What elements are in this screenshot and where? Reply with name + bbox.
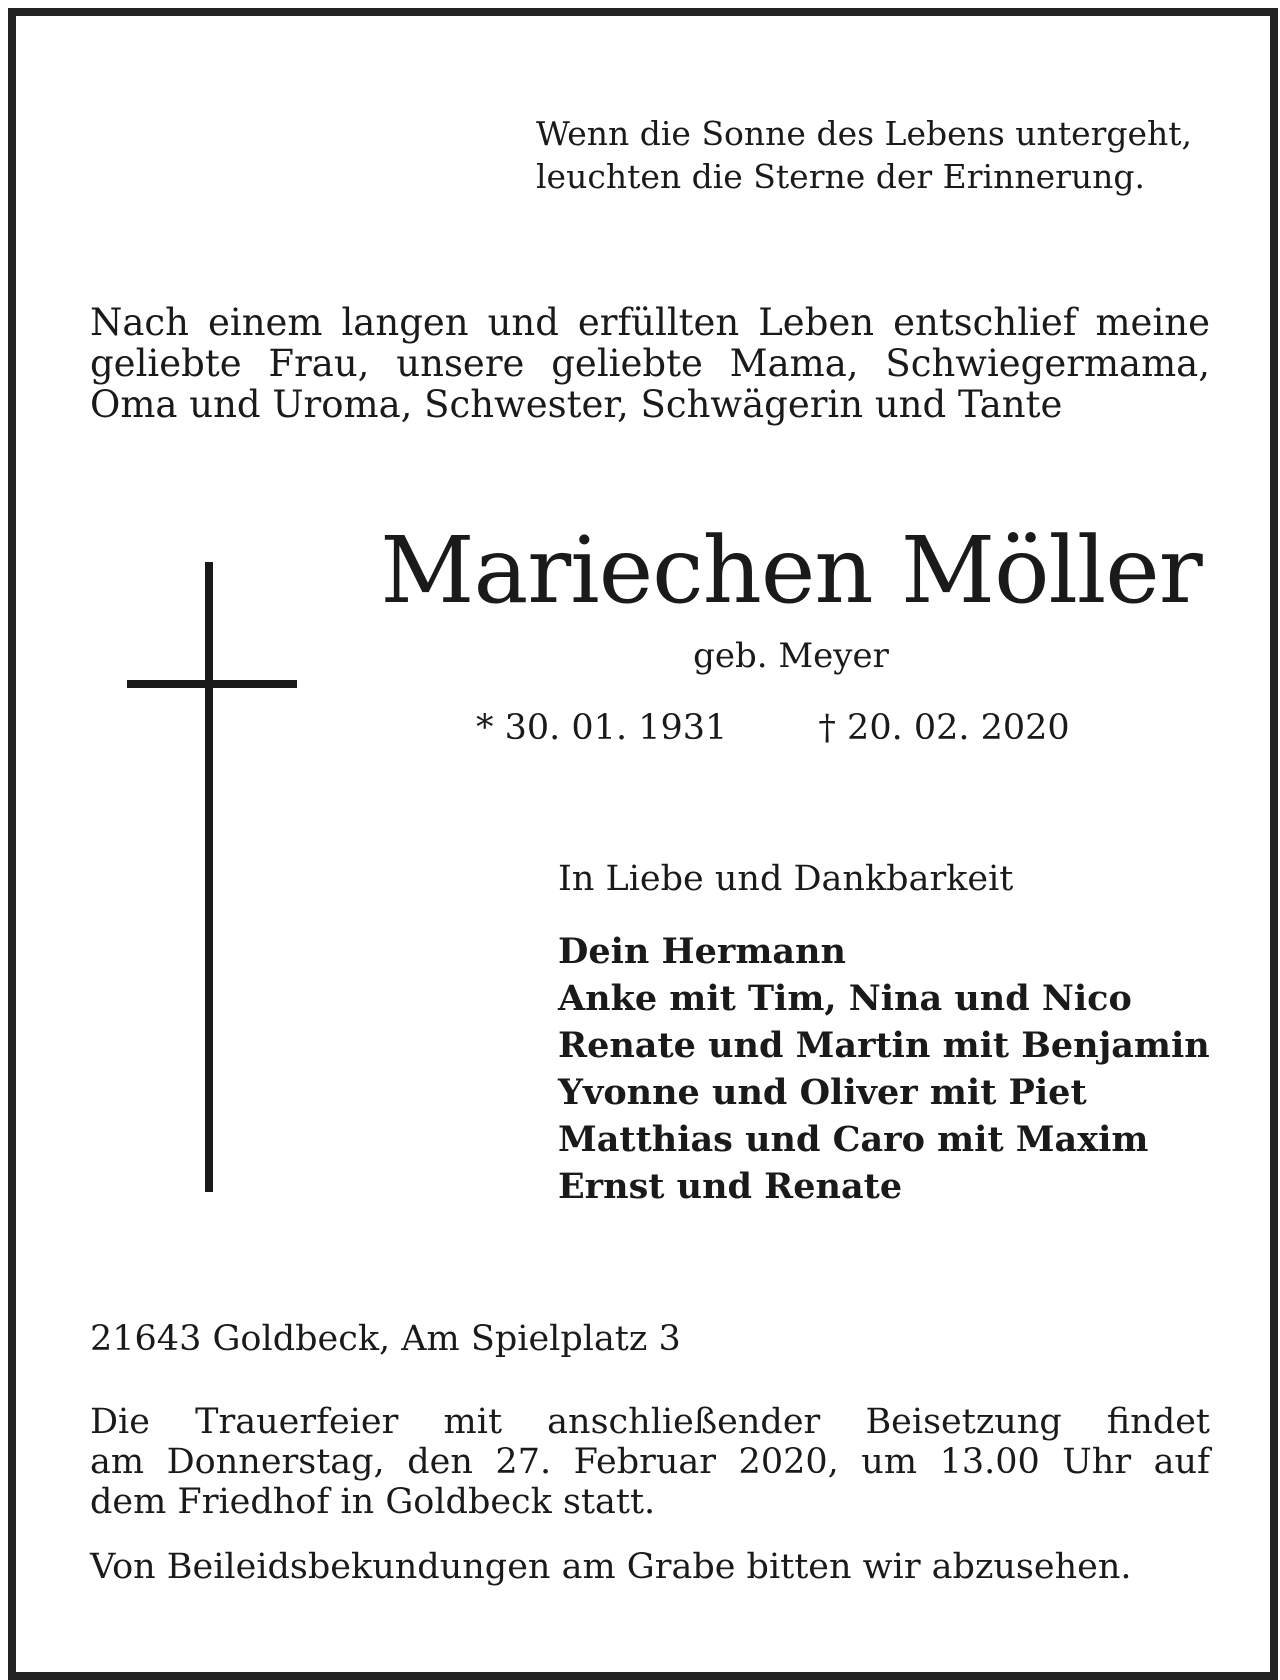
birth-date: * 30. 01. 1931 (476, 708, 728, 748)
motto-line-1: Wenn die Sonne des Lebens untergeht, (536, 114, 1193, 153)
motto-line-2: leuchten die Sterne der Erinnerung. (536, 157, 1146, 196)
list-item: Renate und Martin mit Benjamin (558, 1025, 1210, 1066)
announcement-line-1: Nach einem langen und erfüllten Leben entschlief meine (90, 301, 1210, 344)
maiden-name: geb. Meyer (693, 636, 889, 676)
cross-icon (127, 562, 297, 1192)
deceased-name: Mariechen Möller (380, 517, 1202, 624)
memorial-motto (536, 112, 1192, 198)
list-item: Matthias und Caro mit Maxim (558, 1119, 1149, 1160)
list-item: Anke mit Tim, Nina und Nico (558, 978, 1132, 1019)
funeral-line-1: Die Trauerfeier mit anschließender Beisetzung findet (90, 1402, 1210, 1442)
cross-vertical-beam (205, 562, 213, 1192)
death-date: † 20. 02. 2020 (818, 708, 1070, 748)
family-address: 21643 Goldbeck, Am Spielplatz 3 (90, 1319, 681, 1359)
condolence-note: Von Beileidsbekundungen am Grabe bitten wir abzusehen. (90, 1547, 1132, 1587)
list-item: Dein Hermann (558, 931, 846, 972)
funeral-line-2: am Donnerstag, den 27. Februar 2020, um 13.00 Uhr auf (90, 1442, 1210, 1482)
announcement-text (90, 302, 1210, 425)
announcement-line-2: geliebte Frau, unsere geliebte Mama, Schwiegermama, (90, 342, 1210, 385)
obituary-frame (8, 8, 1278, 1680)
cross-horizontal-beam (127, 680, 297, 688)
announcement-line-3: Oma und Uroma, Schwester, Schwägerin und Tante (90, 383, 1063, 426)
life-dates (476, 708, 1070, 748)
list-item: Yvonne und Oliver mit Piet (558, 1072, 1087, 1113)
funeral-line-3: dem Friedhof in Goldbeck statt. (90, 1482, 656, 1522)
funeral-details (90, 1402, 1210, 1522)
mourners-list (558, 928, 1210, 1210)
list-item: Ernst und Renate (558, 1166, 903, 1207)
mourners-intro: In Liebe und Dankbarkeit (558, 859, 1014, 899)
